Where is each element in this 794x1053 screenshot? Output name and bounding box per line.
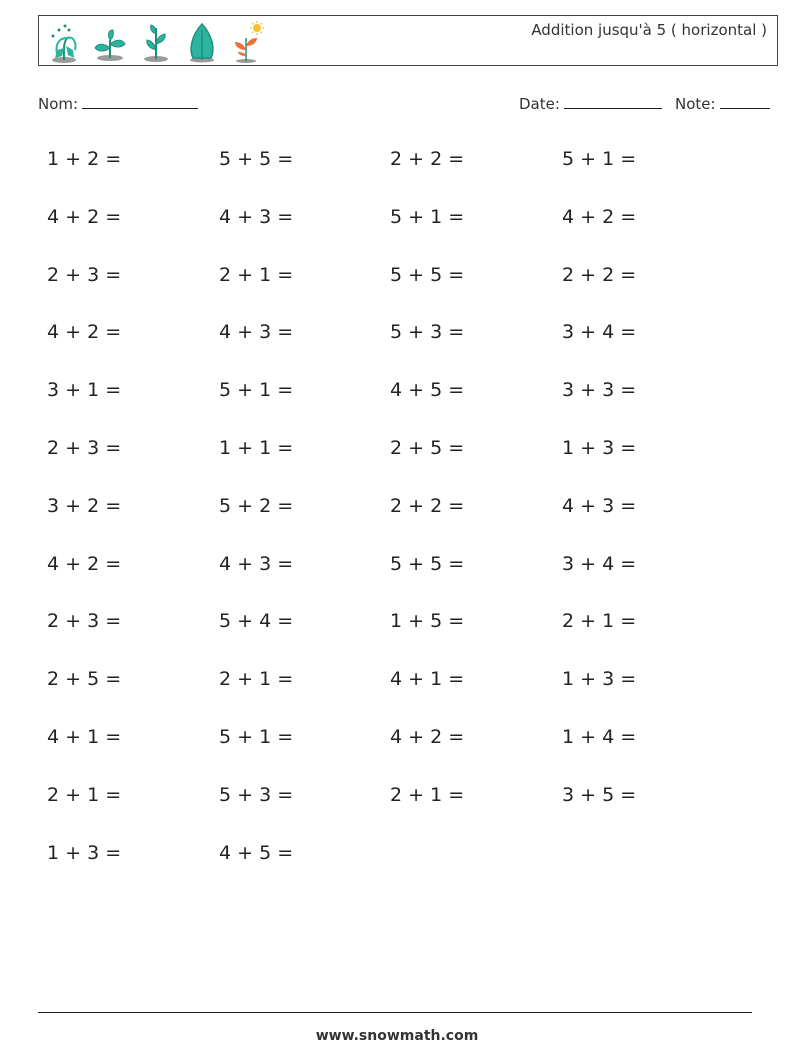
problem-item: 1 + 4 =: [562, 726, 637, 748]
problem-item: 4 + 3 =: [219, 205, 294, 228]
date-field[interactable]: [519, 94, 662, 113]
problem-item: 4 + 5 =: [219, 841, 294, 864]
date-label: Date:: [519, 95, 560, 113]
problem-item: 2 + 1 =: [562, 610, 637, 633]
worksheet-title: Addition jusqu'à 5 ( horizontal ): [531, 21, 767, 39]
header-icons: [45, 20, 267, 64]
problem-item: 2 + 5 =: [47, 668, 122, 691]
problem-item: 2 + 3 =: [47, 263, 122, 286]
problem-item: 2 + 5 =: [390, 437, 465, 459]
problem-item: 4 + 2 =: [47, 321, 122, 344]
note-label: Note:: [675, 95, 716, 113]
problem-item: 5 + 1 =: [390, 205, 465, 228]
problem-item: 1 + 2 =: [47, 148, 122, 170]
problem-item: 4 + 3 =: [562, 494, 637, 517]
problem-item: 5 + 1 =: [219, 379, 294, 402]
footer-website: www.snowmath.com: [315, 1028, 479, 1044]
problem-item: 5 + 1 =: [562, 148, 637, 170]
problem-item: 1 + 5 =: [390, 610, 465, 633]
name-label: Nom:: [38, 95, 79, 113]
problem-item: 4 + 5 =: [390, 379, 465, 402]
problem-item: 1 + 3 =: [562, 668, 637, 691]
problem-item: 4 + 3 =: [219, 321, 294, 344]
problem-item: 1 + 3 =: [562, 437, 637, 459]
problem-item: 5 + 4 =: [219, 610, 294, 633]
date-blank[interactable]: [564, 94, 662, 109]
problem-item: 4 + 1 =: [390, 668, 465, 691]
problem-item: 4 + 2 =: [562, 205, 637, 228]
note-field[interactable]: [675, 94, 770, 113]
problem-item: 2 + 2 =: [562, 263, 637, 286]
problem-item: 2 + 2 =: [390, 494, 465, 517]
flower-sun-icon: [229, 20, 267, 64]
problem-item: 2 + 2 =: [390, 148, 465, 170]
problem-item: 2 + 1 =: [219, 668, 294, 691]
problem-item: 5 + 5 =: [390, 552, 465, 575]
leaf-icon: [183, 20, 221, 64]
problem-item: 3 + 2 =: [47, 494, 122, 517]
problem-item: 2 + 1 =: [390, 783, 465, 806]
problem-item: 3 + 4 =: [562, 552, 637, 575]
problem-item: 5 + 5 =: [390, 263, 465, 286]
problem-item: 2 + 1 =: [219, 263, 294, 286]
problem-item: 4 + 1 =: [47, 726, 122, 748]
problem-item: 4 + 2 =: [47, 205, 122, 228]
problem-item: 3 + 5 =: [562, 783, 637, 806]
name-field[interactable]: [38, 94, 198, 113]
problem-item: 1 + 1 =: [219, 437, 294, 459]
problem-item: 2 + 3 =: [47, 437, 122, 459]
problem-item: 5 + 1 =: [219, 726, 294, 748]
note-blank[interactable]: [720, 94, 770, 109]
problem-item: 5 + 3 =: [219, 783, 294, 806]
problem-item: 2 + 1 =: [47, 783, 122, 806]
growing-plant-icon: [137, 20, 175, 64]
watering-plant-icon: [45, 20, 83, 64]
name-blank[interactable]: [82, 94, 198, 109]
problem-item: 5 + 2 =: [219, 494, 294, 517]
problem-item: 1 + 3 =: [47, 841, 122, 864]
problem-item: 5 + 5 =: [219, 148, 294, 170]
worksheet-header: [38, 15, 778, 66]
sprout-icon: [91, 20, 129, 64]
problem-item: 4 + 2 =: [390, 726, 465, 748]
problem-item: 3 + 1 =: [47, 379, 122, 402]
problem-item: 5 + 3 =: [390, 321, 465, 344]
problem-item: 2 + 3 =: [47, 610, 122, 633]
problem-item: 3 + 3 =: [562, 379, 637, 402]
problem-item: 4 + 2 =: [47, 552, 122, 575]
problem-item: 3 + 4 =: [562, 321, 637, 344]
problem-item: 4 + 3 =: [219, 552, 294, 575]
footer-divider: [38, 1012, 752, 1013]
